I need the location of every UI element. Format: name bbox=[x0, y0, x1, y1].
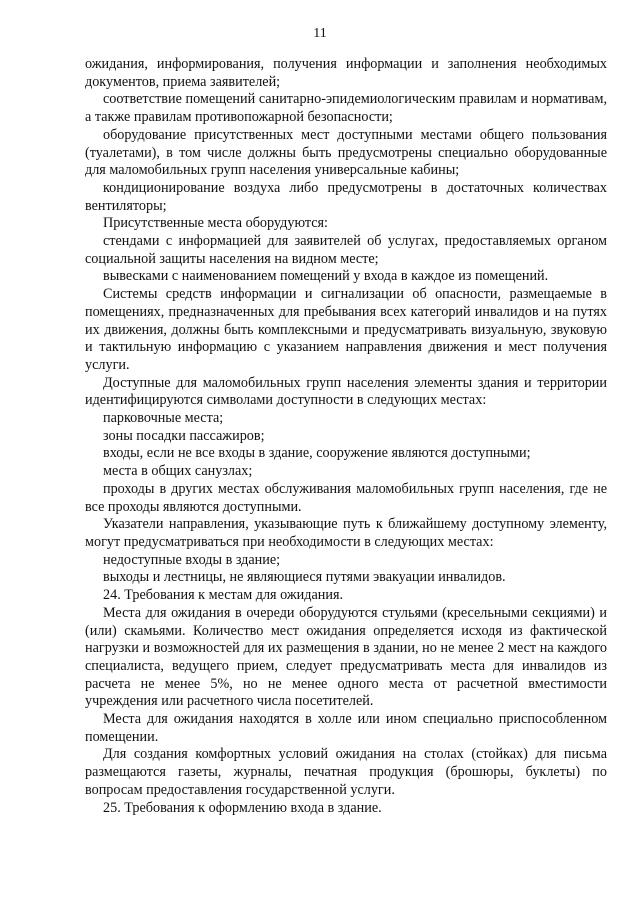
list-item: выходы и лестницы, не являющиеся путями эвакуации инвалидов. bbox=[103, 569, 506, 586]
paragraph: кондиционирование воздуха либо предусмотрены в достаточных количествах вентиляторы; bbox=[85, 179, 607, 214]
list-item: места в общих санузлах; bbox=[103, 463, 253, 480]
document-body bbox=[85, 56, 607, 817]
paragraph: Системы средств информации и сигнализации об опасности, размещаемые в помещениях, предназначенных для пребывания всех категорий инвалидов и на путях их движения, должны быть комплексными и предусматривать визуальную, звуковую и тактильную информацию с указанием направления движения и мест получения услуги. bbox=[85, 286, 607, 373]
list-item: недоступные входы в здание; bbox=[103, 551, 281, 568]
paragraph: Доступные для маломобильных групп населения элементы здания и территории идентифицируются символами доступности в следующих местах: bbox=[85, 374, 607, 409]
paragraph: вывесками с наименованием помещений у входа в каждое из помещений. bbox=[103, 268, 549, 285]
paragraph: оборудование присутственных мест доступными местами общего пользования (туалетами), в том числе должны быть предусмотрены специально оборудованные для маломобильных групп населения универсальные кабины; bbox=[85, 126, 607, 179]
list-item: проходы в других местах обслуживания маломобильных групп населения, где не все проходы являются доступными. bbox=[85, 480, 607, 515]
list-item: парковочные места; bbox=[103, 410, 224, 427]
paragraph: Места для ожидания в очереди оборудуются стульями (кресельными секциями) и (или) скамьями. Количество мест ожидания определяется исходя из фактической нагрузки и возможностей для их размещения в здании, но не менее 2 мест на каждого специалиста, ведущего прием, следует предусматривать места для инвалидов из расчета не менее 5%, но не менее одного места от расчетной вместимости учреждения или расчетного числа посетителей. bbox=[85, 604, 607, 710]
list-item: входы, если не все входы в здание, сооружение являются доступными; bbox=[103, 445, 531, 462]
paragraph: Указатели направления, указывающие путь к ближайшему доступному элементу, могут предусматриваться при необходимости в следующих местах: bbox=[85, 516, 607, 550]
page-number: 11 bbox=[313, 26, 327, 41]
paragraph: стендами с информацией для заявителей об услугах, предоставляемых органом социальной защиты населения на видном месте; bbox=[85, 233, 607, 267]
paragraph: Присутственные места оборудуются: bbox=[103, 215, 328, 232]
paragraph: Для создания комфортных условий ожидания на столах (стойках) для письма размещаются газеты, журналы, печатная продукция (брошюры, буклеты) по вопросам предоставления государственной услуги. bbox=[85, 746, 607, 798]
list-item: зоны посадки пассажиров; bbox=[103, 427, 265, 444]
paragraph: соответствие помещений санитарно-эпидемиологическим правилам и нормативам, а также правилам противопожарной безопасности; bbox=[85, 91, 607, 126]
paragraph: ожидания, информирования, получения информации и заполнения необходимых документов, приема заявителей; bbox=[85, 56, 607, 90]
section-heading: 24. Требования к местам для ожидания. bbox=[103, 587, 344, 604]
section-heading: 25. Требования к оформлению входа в здание. bbox=[103, 799, 382, 816]
paragraph: Места для ожидания находятся в холле или ином специально приспособленном помещении. bbox=[85, 711, 607, 745]
